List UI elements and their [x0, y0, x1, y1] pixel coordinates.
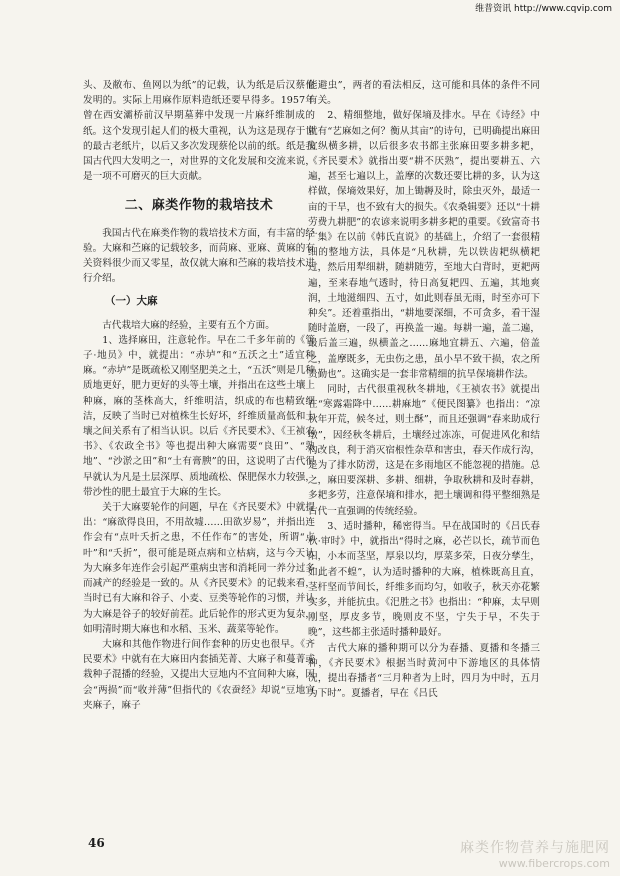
- paragraph: 大麻和其他作物进行间作套种的历史也很早。《齐民要术》中就有在大麻田内套插芜菁、大麻子和蔓菁或栽种子混播的经验，又提出大豆地内不宜间种大麻，因会“两损”而“收并薄”但指代的《农蚕经》却说“豆地宜夹麻子，麻子: [83, 638, 315, 711]
- paragraph: 同时，古代很重视秋冬耕地，《王祯农书》就提出在“寒露霜降中……耕麻地”《便民图纂》也指出：“凉秋年开荒，候冬过，则土酥”，而且还强调“春来助成行墩”，因经秋冬耕后，土壤经过冻冻，可促进风化和结构改良，利于消灭宿根性杂草和害虫，春天作成行沟，是为了排水防涝，这是在多雨地区不能忽视的措施。总之，麻田要深耕、多耕、细耕，争取秋耕和及时春耕，多耙多劳，注意保墒和排水，把土壤调和得平整细熟是古代一直强调的传统经验。: [308, 384, 540, 517]
- paragraph: 能避虫”，两者的看法相反，这可能和具体的条件不同有关。: [308, 80, 540, 107]
- watermark-title: 麻类作物营养与施肥网: [460, 840, 610, 856]
- right-column: [308, 78, 540, 701]
- paragraph: 关于大麻要轮作的问题，早在《齐民要术》中就提出：“麻欲得良田，不用故墟……田欲岁易”，并指出连作会有“点叶夭折之患，不任作布”的害处，所谓“点叶”和“夭折”，很可能是斑点病和立枯病，这与今天认为大麻多年连作会引起严重病虫害和消耗同一养分过多而减产的经验是一致的。从《齐民要术》的记载来看，当时已有大麻和谷子、小麦、豆类等轮作的习惯，并认为大麻是谷子的较好前茬。此后轮作的形式更为复杂，如明清时期大麻也和水稻、玉米、蔬菜等轮作。: [83, 502, 315, 635]
- paragraph: 古代大麻的播种期可以分为春播、夏播和冬播三种，《齐民要术》根据当时黄河中下游地区的具体情况，提出春播者“三月种者为上时，四月为中时，五月为下时”。夏播者，早在《吕氏: [308, 642, 540, 700]
- subsection-title: （一）大麻: [105, 295, 158, 308]
- paragraph: 3、适时播种，稀密得当。早在战国时的《吕氏春秋·审时》中，就指出“得时之麻，必芒以长，疏节而色阳，小本而茎坚，厚泉以均，厚菜多荣，日夜分孳生，如此者不蝗”，认为适时播种的大麻，植株既高且直，茎杆坚而节间长，纤维多而均匀，如收子，秋天亦花繁实多，并能抗虫。《汜胜之书》也指出：“种麻，太早则刚坚，厚皮多节，晚则皮不坚，宁失于早，不失于晚”，这些都主张适时播种最好。: [308, 520, 540, 639]
- paragraph: 2、精细整地，做好保墒及排水。早在《诗经》中就有“艺麻如之何？衡从其亩”的诗句，已明确提出麻田宜纵横多耕，以后很多农书都主张麻田要多耕多耙，《齐民要术》就指出要“耕不厌熟”，提出要耕五、六遍，甚至七遍以上，盖摩的次数还要比耕的多，认为这样做，保墒效果好，加上锄耨及时，除虫灭外，最适一亩的干旱，也不致有大的损失。《农桑辑要》还以“十耕劳费九耕肥”的农谚来说明多耕多耙的重要。《致富奇书广集》在以前《韩氏直说》的基础上，介绍了一套很精细的整地方法，具体是“凡秋耕，先以铁齿耙纵横耙过，然后用犁细耕，随耕随劳，至地大白背时，更耙两遍，至来春地气透时，待日高复耙四、五遍，其地爽润，土地滋细四、五寸，如此则春虽无雨，时至亦可下种矣”。还着重指出，“耕地要深细，不可贪多，看干湿随时盖磨，一段了，再换盖一遍。每耕一遍，盖二遍，最后盖三遍，纵横盖之……麻地宜耕五、六遍，倍盖之，盖摩既多，无虫伤之患，虽小旱不致干损，农之所贵勤也”。这确实是一套非常精细的抗旱保墒耕作法。: [308, 110, 540, 380]
- site-header: 维普资讯 http://www.cqvip.com: [475, 4, 612, 14]
- section-title: 二、麻类作物的栽培技术: [124, 198, 274, 214]
- paragraph: 头、及敝布、鱼网以为纸”的记载，认为纸是后汉蔡伦发明的。实际上用麻作原料造纸还要早得多。1957年曾在西安灞桥前汉早期墓葬中发现一片麻纤维制成的纸。这个发现引起人们的极大重视，认为这是现存于世的最古老纸片，以后又多次发现蔡伦以前的纸。纸是我国古代四大发明之一，对世界的文化发展和交流来说，是一项不可磨灭的巨大贡献。: [83, 80, 315, 183]
- paragraph: 我国古代在麻类作物的栽培技术方面，有丰富的经验。大麻和苎麻的记载较多，而苘麻、亚麻、黄麻的有关资料很少而又零星，故仅就大麻和苎麻的栽培技术进行介绍。: [83, 227, 315, 285]
- page-number: 46: [88, 836, 105, 850]
- paragraph: 古代栽培大麻的经验，主要有五个方面。: [102, 319, 275, 331]
- watermark: [460, 837, 610, 870]
- left-column: [83, 78, 315, 713]
- watermark-url: www.fibercrops.com: [498, 857, 610, 870]
- paragraph: 1、选择麻田，注意轮作。早在二千多年前的《管子·地员》中，就提出：“赤垆”和“五沃之土”适宜种麻。“赤垆”是既疏松又刚坚肥美之土，“五沃”则是几种质地更好，肥力更好的头等土壤，并指出在这些土壤上种麻，麻的茎株高大，纤维明洁，织成的布也精致细洁，反映了当时已对植株生长好坏，纤维质量高低和土壤之间关系有了相当认识。以后《齐民要术》、《王祯农书》、《农政全书》等也提出种大麻需要“良田”、“熟地”、“沙淤之田”和“土有膏腴”的田，这说明了古代很早就认为凡是土层深厚、质地疏松、保肥保水力较强，带沙性的肥土最宜于大麻的生长。: [83, 334, 315, 498]
